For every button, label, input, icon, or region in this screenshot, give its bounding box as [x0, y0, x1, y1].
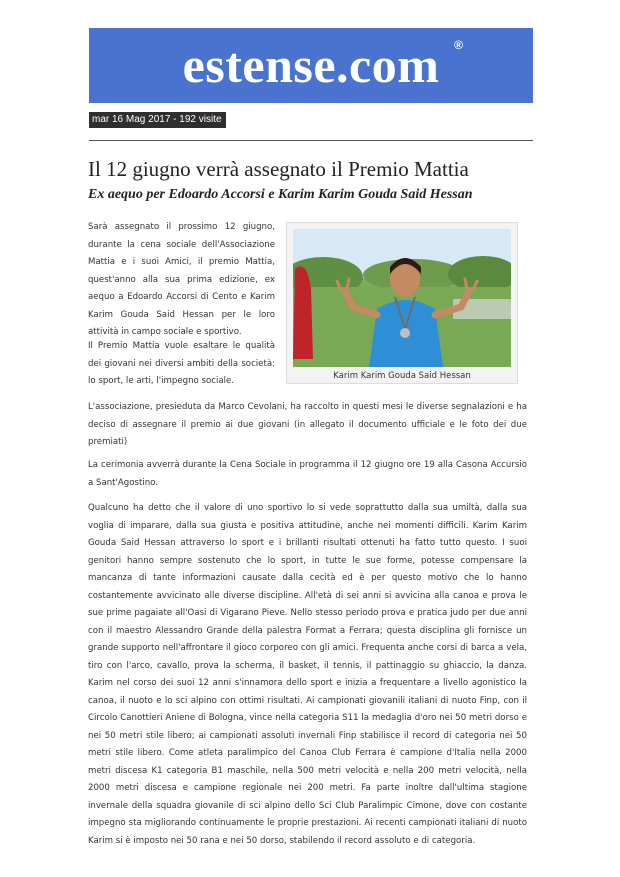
article-meta-bar — [89, 114, 533, 141]
paragraph-5: Qualcuno ha detto che il valore di uno sportivo lo si vede soprattutto dalla sua umiltà, dalla sua voglia di imparare, dalla sua giusta e positiva attitudine, anche nei momenti difficili. Karim Karim Gouda Said Hessan attraverso lo sport e i brillanti risultati ottenuti ha fatto tutto questo. I suoi genitori hanno sempre sostenuto che lo sport, in tutte le sue forme, potesse compensare la mancanza di tante informazioni causate dalla cecità ed è per questo motivo che lo hanno costantemente avvicinato alle diverse discipline. All'età di sei anni si avvicina alla canoa e prova le sue prime pagaiate all'Oasi di Vigarano Pieve. Nello stesso periodo prova e pratica judo per due anni con il maestro Alessandro Grande della palestra Format a Ferrara; questa disciplina gli fornisce un grande supporto nell'affrontare il gioco corporeo con gli amici. Frequenta anche corsi di barca a vela, tiro con l'arco, cavallo, prova la scherma, il basket, il tennis, il pattinaggio su ghiaccio, la danza. Karim nel corso dei suoi 12 anni s'innamora dello sport e inizia a frequentare a livello agonistico la canoa, il nuoto e lo sci alpino con ottimi risultati. Ai campionati giovanili italiani di nuoto Finp, con il Circolo Canottieri Aniene di Bologna, vince nella categoria S11 la medaglia d'oro nei 50 metri dorso e nei 50 metri stile libero; ai campionati assoluti invernali Finp stabilisce il record di categoria nei 50 metri stile libero. Come atleta paralimpico del Canoa Club Ferrara è campione d'Italia nella 2000 metri discesa K1 categoria B1 maschile, nella 500 metri velocità e nella 200 metri velocità, nella 2000 metri discesa e campione regionale nei 200 metri. Fa parte inoltre dall'ultima stagione invernale della squadra giovanile di sci alpino dello Sci Club Paralimpic Cimone, dove con costante impegno sta migliorando continuamente le proprie prestazioni. Ai recenti campionati italiani di nuoto Karim si è imposto nei 50 rana e nei 50 dorso, stabilendo il record assoluto e di categoria. — [88, 503, 527, 846]
site-logo[interactable]: estense.com — [182, 37, 440, 93]
paragraph-2: Il Premio Mattia vuole esaltare le qualità dei giovani nei diversi ambiti della società: lo sport, le arti, l'impegno sociale. — [88, 341, 275, 386]
photo-caption: Karim Karim Gouda Said Hessan — [333, 371, 471, 381]
article-photo — [293, 229, 511, 367]
paragraph-4: La cerimonia avverrà durante la Cena Sociale in programma il 12 giugno ore 19 alla Casona Accursio a Sant'Agostino. — [88, 460, 527, 488]
site-masthead[interactable] — [89, 28, 533, 103]
photo-illustration — [293, 229, 511, 367]
article-figure — [286, 222, 518, 384]
article-title: Il 12 giugno verrà assegnato il Premio Mattia — [88, 157, 469, 181]
paragraph-1: Sarà assegnato il prossimo 12 giugno, durante la cena sociale dell'Associazione Mattia e i suoi Amici, il premio Mattia, quest'anno alla sua prima edizione, ex aequo a Edoardo Accorsi di Cento e Karim Karim Gouda Said Hessan per le loro attività in campo sociale e sportivo. — [88, 222, 275, 337]
paragraph-3: L'associazione, presieduta da Marco Cevolani, ha raccolto in questi mesi le diverse segnalazioni e ha deciso di assegnare il premio ai due giovani (in allegato il documento ufficiale e le foto dei due premiati) — [88, 402, 527, 447]
article-subtitle: Ex aequo per Edoardo Accorsi e Karim Karim Gouda Said Hessan — [88, 187, 473, 202]
registered-mark: ® — [454, 38, 463, 52]
publish-date-views: mar 16 Mag 2017 - 192 visite — [89, 112, 226, 128]
